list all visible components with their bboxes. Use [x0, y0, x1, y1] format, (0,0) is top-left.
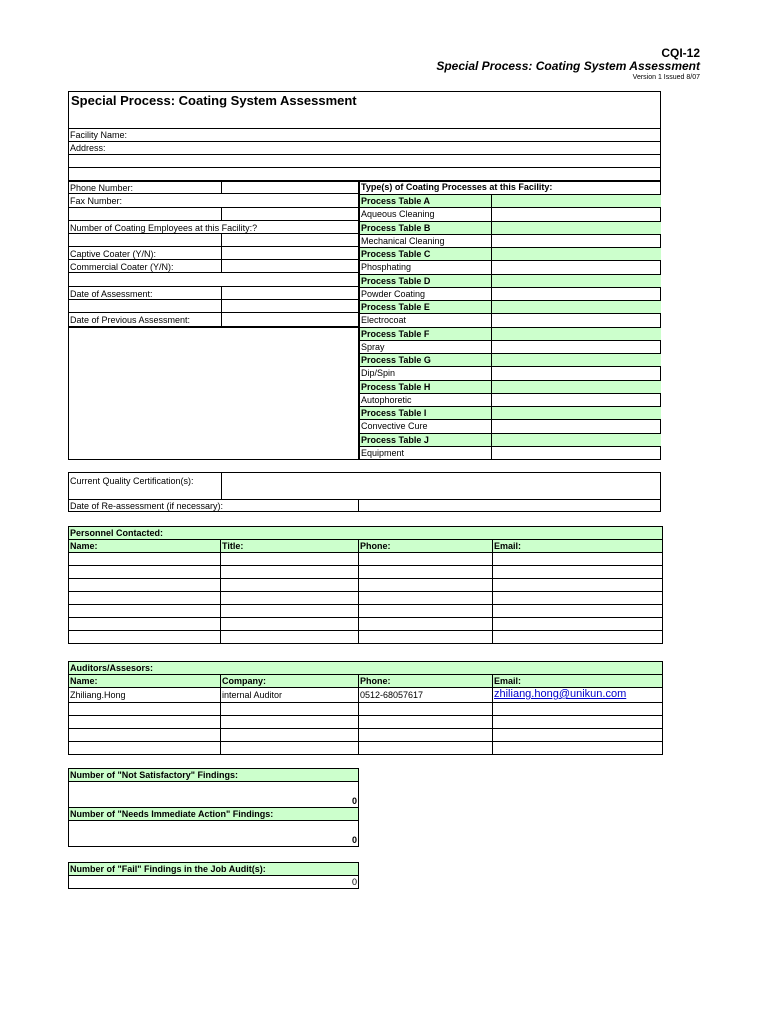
process-value-field[interactable] [491, 260, 661, 273]
not-satisfactory-label: Number of "Not Satisfactory" Findings: [69, 769, 359, 782]
process-table-check[interactable] [491, 406, 661, 419]
auditors-col-name: Name: [69, 675, 221, 688]
process-name: Mechanical Cleaning [360, 234, 661, 247]
process-table-check[interactable] [491, 274, 661, 287]
process-name: Autophoretic [360, 393, 661, 406]
process-value-field[interactable] [491, 393, 661, 406]
auditors-col-email: Email: [493, 675, 663, 688]
process-table-label: Process Table I [360, 406, 661, 419]
process-name: Phosphating [360, 260, 661, 273]
process-name: Equipment [360, 446, 661, 459]
table-row [69, 592, 663, 605]
assessment-form [68, 91, 661, 460]
table-row [69, 566, 663, 579]
current-certification-label: Current Quality Certification(s): [70, 476, 194, 486]
process-name: Spray [360, 340, 661, 353]
process-table-label: Process Table C [360, 247, 661, 260]
document-version: Version 1 Issued 8/07 [632, 74, 700, 81]
process-value-field[interactable] [491, 340, 661, 353]
document-subtitle: Special Process: Coating System Assessment [436, 59, 700, 73]
process-table-check[interactable] [491, 221, 661, 234]
process-table-check[interactable] [491, 300, 661, 313]
process-value-field[interactable] [491, 234, 661, 247]
employees-label: Number of Coating Employees at this Facility:? [70, 223, 258, 233]
commercial-field[interactable] [221, 259, 359, 272]
findings-table [68, 768, 359, 847]
form-title: Special Process: Coating System Assessment [71, 93, 357, 108]
table-row [69, 703, 663, 716]
fax-label: Fax Number: [70, 196, 123, 206]
process-name: Convective Cure [360, 419, 661, 432]
process-table-check[interactable] [491, 433, 661, 446]
process-table-label: Process Table F [360, 327, 661, 340]
fail-findings-label: Number of "Fail" Findings in the Job Audit(s): [69, 863, 359, 876]
auditor-name[interactable]: Zhiliang.Hong [69, 688, 221, 703]
immediate-action-label: Number of "Needs Immediate Action" Findings: [69, 808, 359, 821]
process-table-label: Process Table E [360, 300, 661, 313]
process-table-label: Process Table D [360, 274, 661, 287]
facility-name-label: Facility Name: [70, 130, 128, 140]
personnel-col-phone: Phone: [359, 540, 493, 553]
certification-block [68, 472, 661, 512]
personnel-col-name: Name: [69, 540, 221, 553]
table-row [69, 688, 663, 703]
auditors-col-company: Company: [221, 675, 359, 688]
date-assessment-field[interactable] [221, 286, 359, 299]
personnel-title: Personnel Contacted: [69, 527, 663, 540]
process-table-check[interactable] [491, 353, 661, 366]
process-name: Dip/Spin [360, 366, 661, 379]
current-certification-field[interactable] [221, 473, 661, 499]
date-previous-label: Date of Previous Assessment: [70, 315, 191, 325]
process-table-check[interactable] [491, 380, 661, 393]
process-table-label: Process Table B [360, 221, 661, 234]
table-row [69, 618, 663, 631]
auditor-company[interactable]: internal Auditor [221, 688, 359, 703]
personnel-col-title: Title: [221, 540, 359, 553]
auditors-col-phone: Phone: [359, 675, 493, 688]
commercial-label: Commercial Coater (Y/N): [70, 262, 174, 272]
phone-label: Phone Number: [70, 183, 134, 193]
not-satisfactory-value[interactable]: 0 [69, 782, 359, 808]
date-previous-field[interactable] [221, 312, 359, 325]
immediate-action-value[interactable]: 0 [69, 821, 359, 847]
process-types-header: Type(s) of Coating Processes at this Facility: [361, 182, 553, 192]
process-value-field[interactable] [491, 287, 661, 300]
captive-label: Captive Coater (Y/N): [70, 249, 157, 259]
table-row [69, 716, 663, 729]
fail-findings-table [68, 862, 359, 889]
reassessment-label: Date of Re-assessment (if necessary): [70, 501, 224, 511]
process-name: Electrocoat [360, 313, 661, 326]
process-name: Aqueous Cleaning [360, 207, 661, 220]
address-label: Address: [70, 143, 106, 153]
fax-field[interactable] [221, 194, 359, 207]
process-name: Powder Coating [360, 287, 661, 300]
table-row [69, 729, 663, 742]
process-table-check[interactable] [491, 327, 661, 340]
process-value-field[interactable] [491, 313, 661, 326]
auditors-table [68, 661, 663, 755]
auditor-phone[interactable]: 0512-68057617 [359, 688, 493, 703]
table-row [69, 579, 663, 592]
process-value-field[interactable] [491, 366, 661, 379]
process-table-check[interactable] [491, 194, 661, 207]
address-line-2[interactable] [69, 155, 661, 167]
document-code: CQI-12 [661, 46, 700, 60]
address-line-3[interactable] [69, 168, 661, 179]
personnel-col-email: Email: [493, 540, 663, 553]
process-table-label: Process Table G [360, 353, 661, 366]
process-value-field[interactable] [491, 446, 661, 459]
reassessment-field[interactable] [358, 499, 661, 511]
date-assessment-label: Date of Assessment: [70, 289, 153, 299]
table-row [69, 553, 663, 566]
process-table-label: Process Table J [360, 433, 661, 446]
process-table-label: Process Table H [360, 380, 661, 393]
auditors-title: Auditors/Assesors: [69, 662, 663, 675]
process-value-field[interactable] [491, 419, 661, 432]
captive-field[interactable] [221, 246, 359, 259]
process-table-check[interactable] [491, 247, 661, 260]
process-table-label: Process Table A [360, 194, 661, 207]
personnel-table [68, 526, 663, 644]
fail-findings-value[interactable]: 0 [69, 876, 359, 889]
table-row [69, 631, 663, 644]
auditor-email-cell [493, 688, 663, 703]
table-row [69, 742, 663, 755]
table-row [69, 605, 663, 618]
process-value-field[interactable] [491, 207, 661, 220]
auditor-email-link[interactable]: zhiliang.hong@unikun.com [494, 688, 627, 700]
